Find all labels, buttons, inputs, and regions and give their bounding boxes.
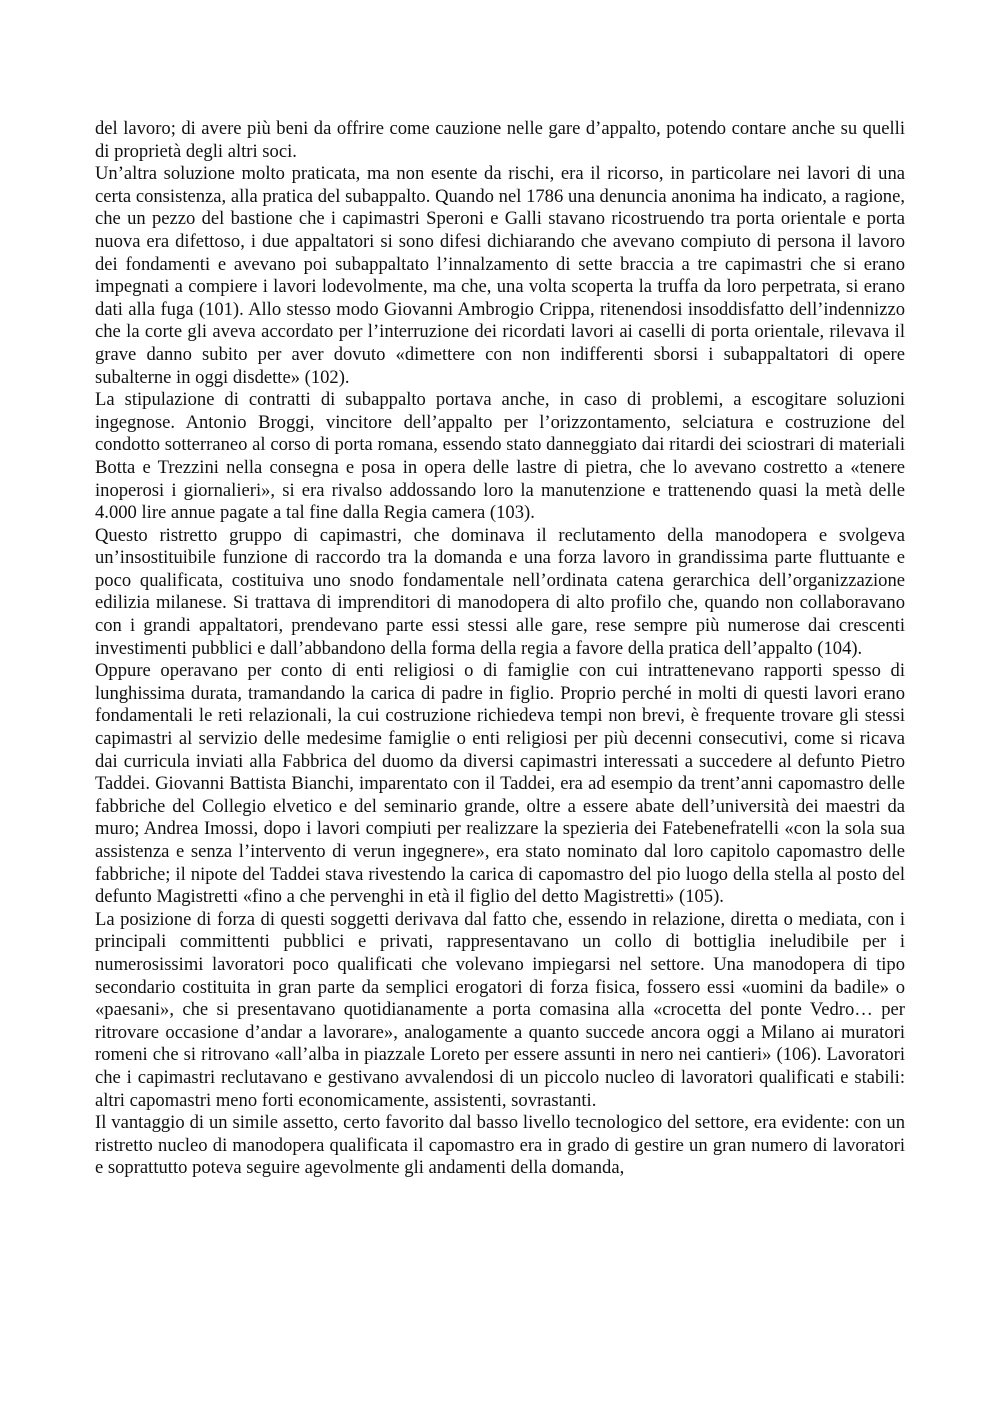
paragraph: Oppure operavano per conto di enti religiosi o di famiglie con cui intrattenevano rapporti spesso di lunghissima durata, tramandando la carica di padre in figlio. Proprio perché in molti di questi lavori erano fondamentali le reti relazionali, la cui costruzione richiedeva tempi non brevi, è frequente trovare gli stessi capimastri al servizio delle medesime famiglie o enti religiosi per più decenni consecutivi, come si ricava dai curricula inviati alla Fabbrica del duomo da diversi capimastri interessati a succedere al defunto Pietro Taddei. Giovanni Battista Bianchi, imparentato con il Taddei, era ad esempio da trent’anni capomastro delle fabbriche del Collegio elvetico e del seminario grande, oltre a essere abate dell’università dei maestri da muro; Andrea Imossi, dopo i lavori compiuti per realizzare la spezieria dei Fatebenefratelli «con la sola sua assistenza e senza l’intervento di verun ingegnere», era stato nominato dal loro capitolo capomastro delle fabbriche; il nipote del Taddei stava rivestendo la carica di capomastro del pio luogo della stella al posto del defunto Magistretti «fino a che pervenghi in età il figlio del detto Magistretti» (105). (95, 660, 905, 908)
paragraph: Un’altra soluzione molto praticata, ma non esente da rischi, era il ricorso, in particolare nei lavori di una certa consistenza, alla pratica del subappalto. Quando nel 1786 una denuncia anonima ha indicato, a ragione, che un pezzo del bastione che i capimastri Speroni e Galli stavano ricostruendo tra porta orientale e porta nuova era difettoso, i due appaltatori si sono difesi dichiarando che avevano compiuto di persona il lavoro dei fondamenti e avevano poi subappaltato l’innalzamento di sette braccia a tre capimastri che si erano impegnati a compiere i lavori lodevolmente, ma che, una volta scoperta la truffa da loro perpetrata, si erano dati alla fuga (101). Allo stesso modo Giovanni Ambrogio Crippa, ritenendosi insoddisfatto dell’indennizzo che la corte gli aveva accordato per l’interruzione dei ricordati lavori ai caselli di porta orientale, rilevava il grave danno subito per aver dovuto «dimettere con non indifferenti sborsi i subappaltatori di opere subalterne in oggi disdette» (102). (95, 163, 905, 388)
paragraph: La stipulazione di contratti di subappalto portava anche, in caso di problemi, a escogitare soluzioni ingegnose. Antonio Broggi, vincitore dell’appalto per l’orizzontamento, selciatura e costruzione del condotto sotterraneo al corso di porta romana, essendo stato danneggiato dai ritardi dei sciostrari di materiali Botta e Trezzini nella consegna e posa in opera delle lastre di pietra, che lo avevano costretto a «tenere inoperosi i giornalieri», si era rivalso addossando loro la manutenzione e trattenendo quasi la metà delle 4.000 lire annue pagate a tal fine dalla Regia camera (103). (95, 389, 905, 524)
paragraph: La posizione di forza di questi soggetti derivava dal fatto che, essendo in relazione, diretta o mediata, con i principali committenti pubblici e privati, rappresentavano un collo di bottiglia ineludibile per i numerosissimi lavoratori poco qualificati che volevano impiegarsi nel settore. Una manodopera di tipo secondario costituita in gran parte da semplici erogatori di forza fisica, fossero essi «uomini da badile» o «paesani», che si presentavano quotidianamente a porta comasina alla «crocetta del ponte Vedro… per ritrovare occasione d’andar a lavorare», analogamente a quanto succede ancora oggi a Milano ai muratori romeni che si ritrovano «all’alba in piazzale Loreto per essere assunti in nero nei cantieri» (106). Lavoratori che i capimastri reclutavano e gestivano avvalendosi di un piccolo nucleo di lavoratori qualificati e stabili: altri capomastri meno forti economicamente, assistenti, sovrastanti. (95, 908, 905, 1111)
document-body (95, 118, 905, 1180)
paragraph: Questo ristretto gruppo di capimastri, che dominava il reclutamento della manodopera e svolgeva un’insostituibile funzione di raccordo tra la domanda e una forza lavoro in grandissima parte fluttuante e poco qualificata, costituiva uno snodo fondamentale nell’ordinata catena gerarchica dell’organizzazione edilizia milanese. Si trattava di imprenditori di manodopera di alto profilo che, quando non collaboravano con i grandi appaltatori, prendevano parte essi stessi alle gare, rese sempre più numerose dai crescenti investimenti pubblici e dall’abbandono della forma della regia a favore della pratica dell’appalto (104). (95, 524, 905, 659)
paragraph: Il vantaggio di un simile assetto, certo favorito dal basso livello tecnologico del settore, era evidente: con un ristretto nucleo di manodopera qualificata il capomastro era in grado di gestire un gran numero di lavoratori e soprattutto poteva seguire agevolmente gli andamenti della domanda, (95, 1112, 905, 1179)
paragraph: del lavoro; di avere più beni da offrire come cauzione nelle gare d’appalto, potendo contare anche su quelli di proprietà degli altri soci. (95, 118, 905, 162)
